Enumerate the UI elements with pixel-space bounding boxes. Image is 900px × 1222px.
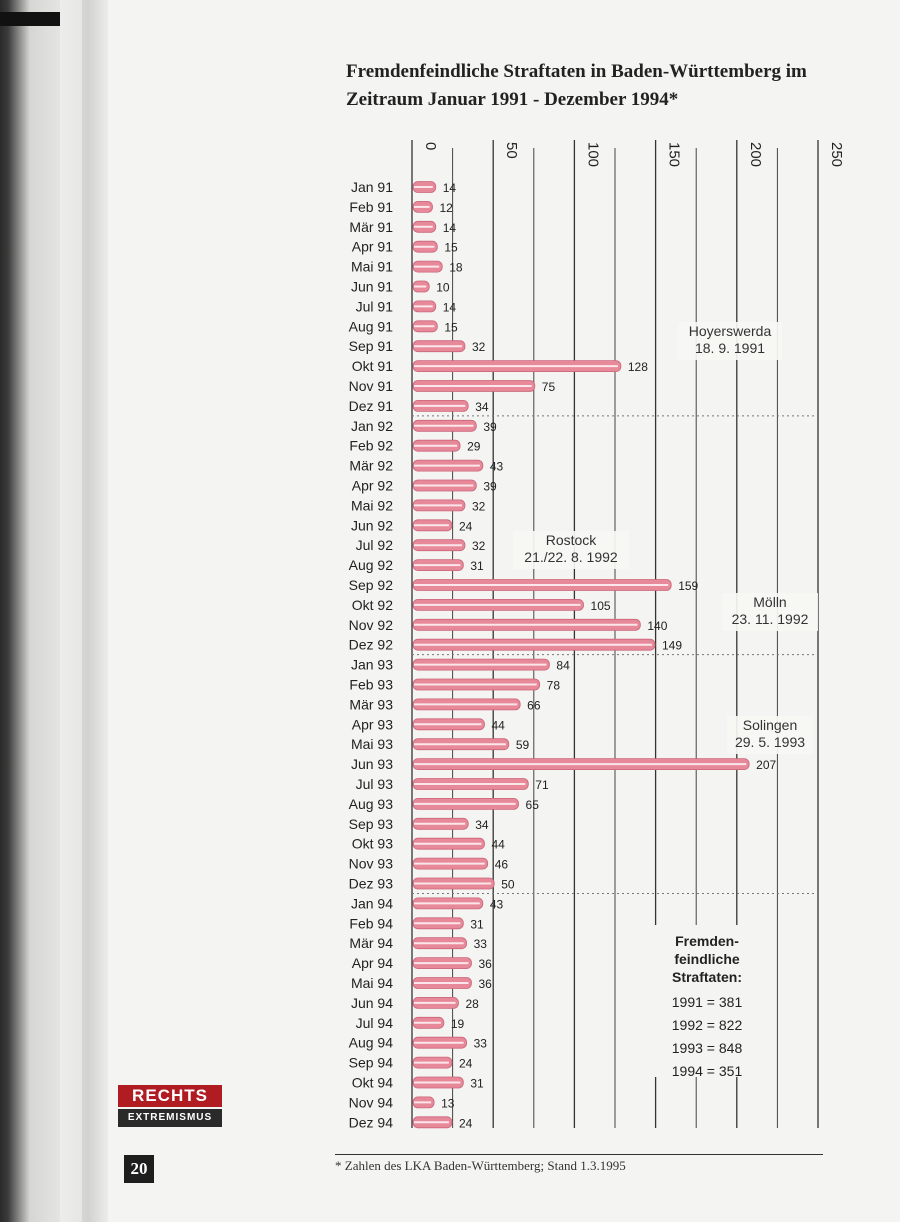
category-label: Aug 91 bbox=[348, 318, 393, 335]
logo-top-text: RECHTS bbox=[118, 1085, 222, 1107]
category-label: Feb 93 bbox=[349, 676, 393, 693]
value-label: 29 bbox=[467, 439, 481, 454]
category-label: Apr 92 bbox=[351, 477, 393, 494]
value-label: 15 bbox=[444, 320, 458, 335]
value-label: 65 bbox=[525, 797, 539, 812]
value-label: 36 bbox=[478, 977, 492, 991]
value-label: 39 bbox=[483, 479, 497, 494]
category-label: Jul 94 bbox=[355, 1014, 393, 1031]
value-label: 105 bbox=[590, 598, 611, 613]
category-label: Mai 94 bbox=[350, 975, 393, 991]
tick-label-250: 250 bbox=[828, 142, 845, 168]
tick-label-150: 150 bbox=[665, 142, 683, 168]
value-label: 43 bbox=[489, 897, 504, 912]
category-label: Mär 92 bbox=[349, 457, 393, 474]
value-label: 34 bbox=[475, 817, 489, 832]
value-label: 66 bbox=[527, 698, 541, 713]
category-label: Jun 92 bbox=[350, 517, 393, 534]
category-label: Dez 92 bbox=[348, 636, 393, 653]
value-label: 31 bbox=[470, 917, 484, 932]
category-label: Mai 93 bbox=[350, 736, 393, 753]
category-label: Aug 92 bbox=[348, 557, 393, 574]
category-label: Jan 93 bbox=[350, 656, 393, 673]
value-label: 10 bbox=[436, 280, 450, 295]
annotation-date: 21./22. 8. 1992 bbox=[524, 549, 618, 565]
value-label: 159 bbox=[678, 579, 699, 593]
logo-bottom-text: EXTREMISMUS bbox=[118, 1109, 222, 1127]
totals-row: 1992 = 822 bbox=[671, 1017, 743, 1033]
tick-label-50: 50 bbox=[503, 142, 521, 159]
value-label: 34 bbox=[475, 399, 489, 414]
category-label: Sep 91 bbox=[348, 338, 393, 355]
category-label: Dez 94 bbox=[348, 1114, 393, 1131]
rechtsextremismus-logo bbox=[118, 1085, 222, 1129]
value-label: 31 bbox=[470, 1076, 484, 1091]
value-label: 46 bbox=[494, 857, 509, 872]
value-label: 24 bbox=[458, 1116, 473, 1131]
category-label: Mär 91 bbox=[349, 218, 393, 235]
value-label: 19 bbox=[450, 1016, 465, 1031]
category-label: Dez 93 bbox=[348, 875, 393, 892]
category-label: Okt 92 bbox=[351, 596, 393, 613]
annotation-date: 29. 5. 1993 bbox=[734, 734, 806, 750]
value-label: 71 bbox=[535, 778, 549, 792]
value-label: 75 bbox=[541, 380, 556, 394]
category-label: Sep 92 bbox=[348, 577, 393, 593]
annotation-event: Solingen bbox=[742, 717, 798, 733]
value-label: 50 bbox=[501, 877, 515, 892]
value-label: 31 bbox=[470, 559, 484, 574]
value-label: 78 bbox=[546, 678, 561, 693]
footnote: * Zahlen des LKA Baden-Württemberg; Stand 1.3.1995 bbox=[335, 1158, 626, 1173]
value-label: 13 bbox=[441, 1096, 455, 1111]
tick-label-100: 100 bbox=[584, 142, 602, 168]
tick-label-0: 0 bbox=[422, 142, 439, 151]
annotation-date: 23. 11. 1992 bbox=[731, 611, 809, 627]
category-label: Feb 94 bbox=[349, 915, 393, 932]
category-label: Feb 92 bbox=[349, 437, 393, 454]
category-label: Okt 93 bbox=[351, 835, 393, 852]
category-label: Nov 91 bbox=[348, 378, 393, 394]
category-label: Jun 91 bbox=[350, 278, 393, 295]
tick-label-200: 200 bbox=[746, 142, 764, 168]
category-label: Sep 94 bbox=[348, 1054, 393, 1071]
category-label: Mai 91 bbox=[350, 258, 393, 275]
totals-row: 1993 = 848 bbox=[671, 1040, 743, 1056]
totals-heading: feindliche bbox=[674, 951, 740, 967]
value-label: 24 bbox=[458, 1056, 473, 1071]
footnote-rule bbox=[335, 1154, 823, 1155]
value-label: 84 bbox=[556, 658, 570, 673]
category-label: Jan 94 bbox=[350, 895, 393, 912]
value-label: 149 bbox=[661, 638, 683, 653]
value-label: 24 bbox=[458, 519, 473, 534]
category-label: Feb 91 bbox=[349, 198, 393, 215]
value-label: 36 bbox=[478, 957, 492, 972]
value-label: 44 bbox=[491, 837, 505, 852]
value-label: 33 bbox=[473, 1036, 487, 1051]
category-label: Mär 93 bbox=[349, 696, 393, 713]
annotation-event: Mölln bbox=[753, 594, 787, 610]
annotation-event: Hoyerswerda bbox=[688, 323, 772, 339]
annotation-event: Rostock bbox=[545, 532, 597, 548]
category-label: Mai 92 bbox=[350, 497, 393, 514]
category-label: Jul 91 bbox=[355, 298, 393, 315]
chart-title-line1: Fremdenfeindliche Straftaten in Baden-Württemberg im bbox=[346, 61, 807, 82]
category-label: Jan 92 bbox=[350, 417, 393, 434]
category-label: Aug 94 bbox=[348, 1034, 393, 1051]
chart-title-line2: Zeitraum Januar 1991 - Dezember 1994* bbox=[346, 89, 679, 110]
value-label: 14 bbox=[442, 181, 457, 195]
category-label: Nov 92 bbox=[348, 616, 393, 633]
category-label: Nov 93 bbox=[348, 855, 393, 872]
category-label: Jul 93 bbox=[355, 776, 393, 792]
category-label: Jun 93 bbox=[350, 756, 393, 773]
category-label: Jul 92 bbox=[355, 537, 393, 554]
value-label: 59 bbox=[515, 738, 530, 753]
category-label: Dez 91 bbox=[348, 397, 393, 414]
category-label: Apr 91 bbox=[351, 238, 393, 255]
value-label: 32 bbox=[471, 499, 486, 514]
value-label: 44 bbox=[491, 718, 505, 733]
category-label: Nov 94 bbox=[348, 1094, 393, 1111]
category-label: Jan 91 bbox=[350, 179, 393, 195]
value-label: 140 bbox=[647, 618, 668, 633]
category-label: Apr 94 bbox=[351, 955, 393, 972]
page-number: 20 bbox=[124, 1155, 154, 1183]
totals-heading: Straftaten: bbox=[671, 969, 743, 985]
value-label: 128 bbox=[627, 360, 648, 375]
category-label: Okt 94 bbox=[351, 1074, 393, 1091]
totals-heading: Fremden- bbox=[675, 933, 739, 949]
value-label: 39 bbox=[483, 419, 497, 434]
category-label: Okt 91 bbox=[351, 358, 393, 375]
value-label: 12 bbox=[439, 200, 453, 215]
totals-row: 1994 = 351 bbox=[671, 1063, 743, 1079]
value-label: 14 bbox=[442, 220, 457, 235]
value-label: 43 bbox=[489, 459, 504, 474]
value-label: 14 bbox=[442, 300, 457, 315]
value-label: 28 bbox=[465, 996, 479, 1011]
category-label: Mär 94 bbox=[349, 935, 393, 952]
value-label: 15 bbox=[444, 240, 458, 255]
value-label: 32 bbox=[471, 539, 486, 554]
value-label: 33 bbox=[473, 937, 487, 952]
totals-row: 1991 = 381 bbox=[671, 994, 743, 1010]
value-label: 32 bbox=[471, 340, 486, 355]
value-label: 207 bbox=[756, 758, 777, 773]
annotation-date: 18. 9. 1991 bbox=[694, 340, 766, 356]
category-label: Aug 93 bbox=[348, 795, 393, 812]
category-label: Apr 93 bbox=[351, 716, 393, 733]
category-label: Jun 94 bbox=[350, 994, 393, 1011]
value-label: 18 bbox=[449, 260, 463, 275]
category-label: Sep 93 bbox=[348, 815, 393, 832]
